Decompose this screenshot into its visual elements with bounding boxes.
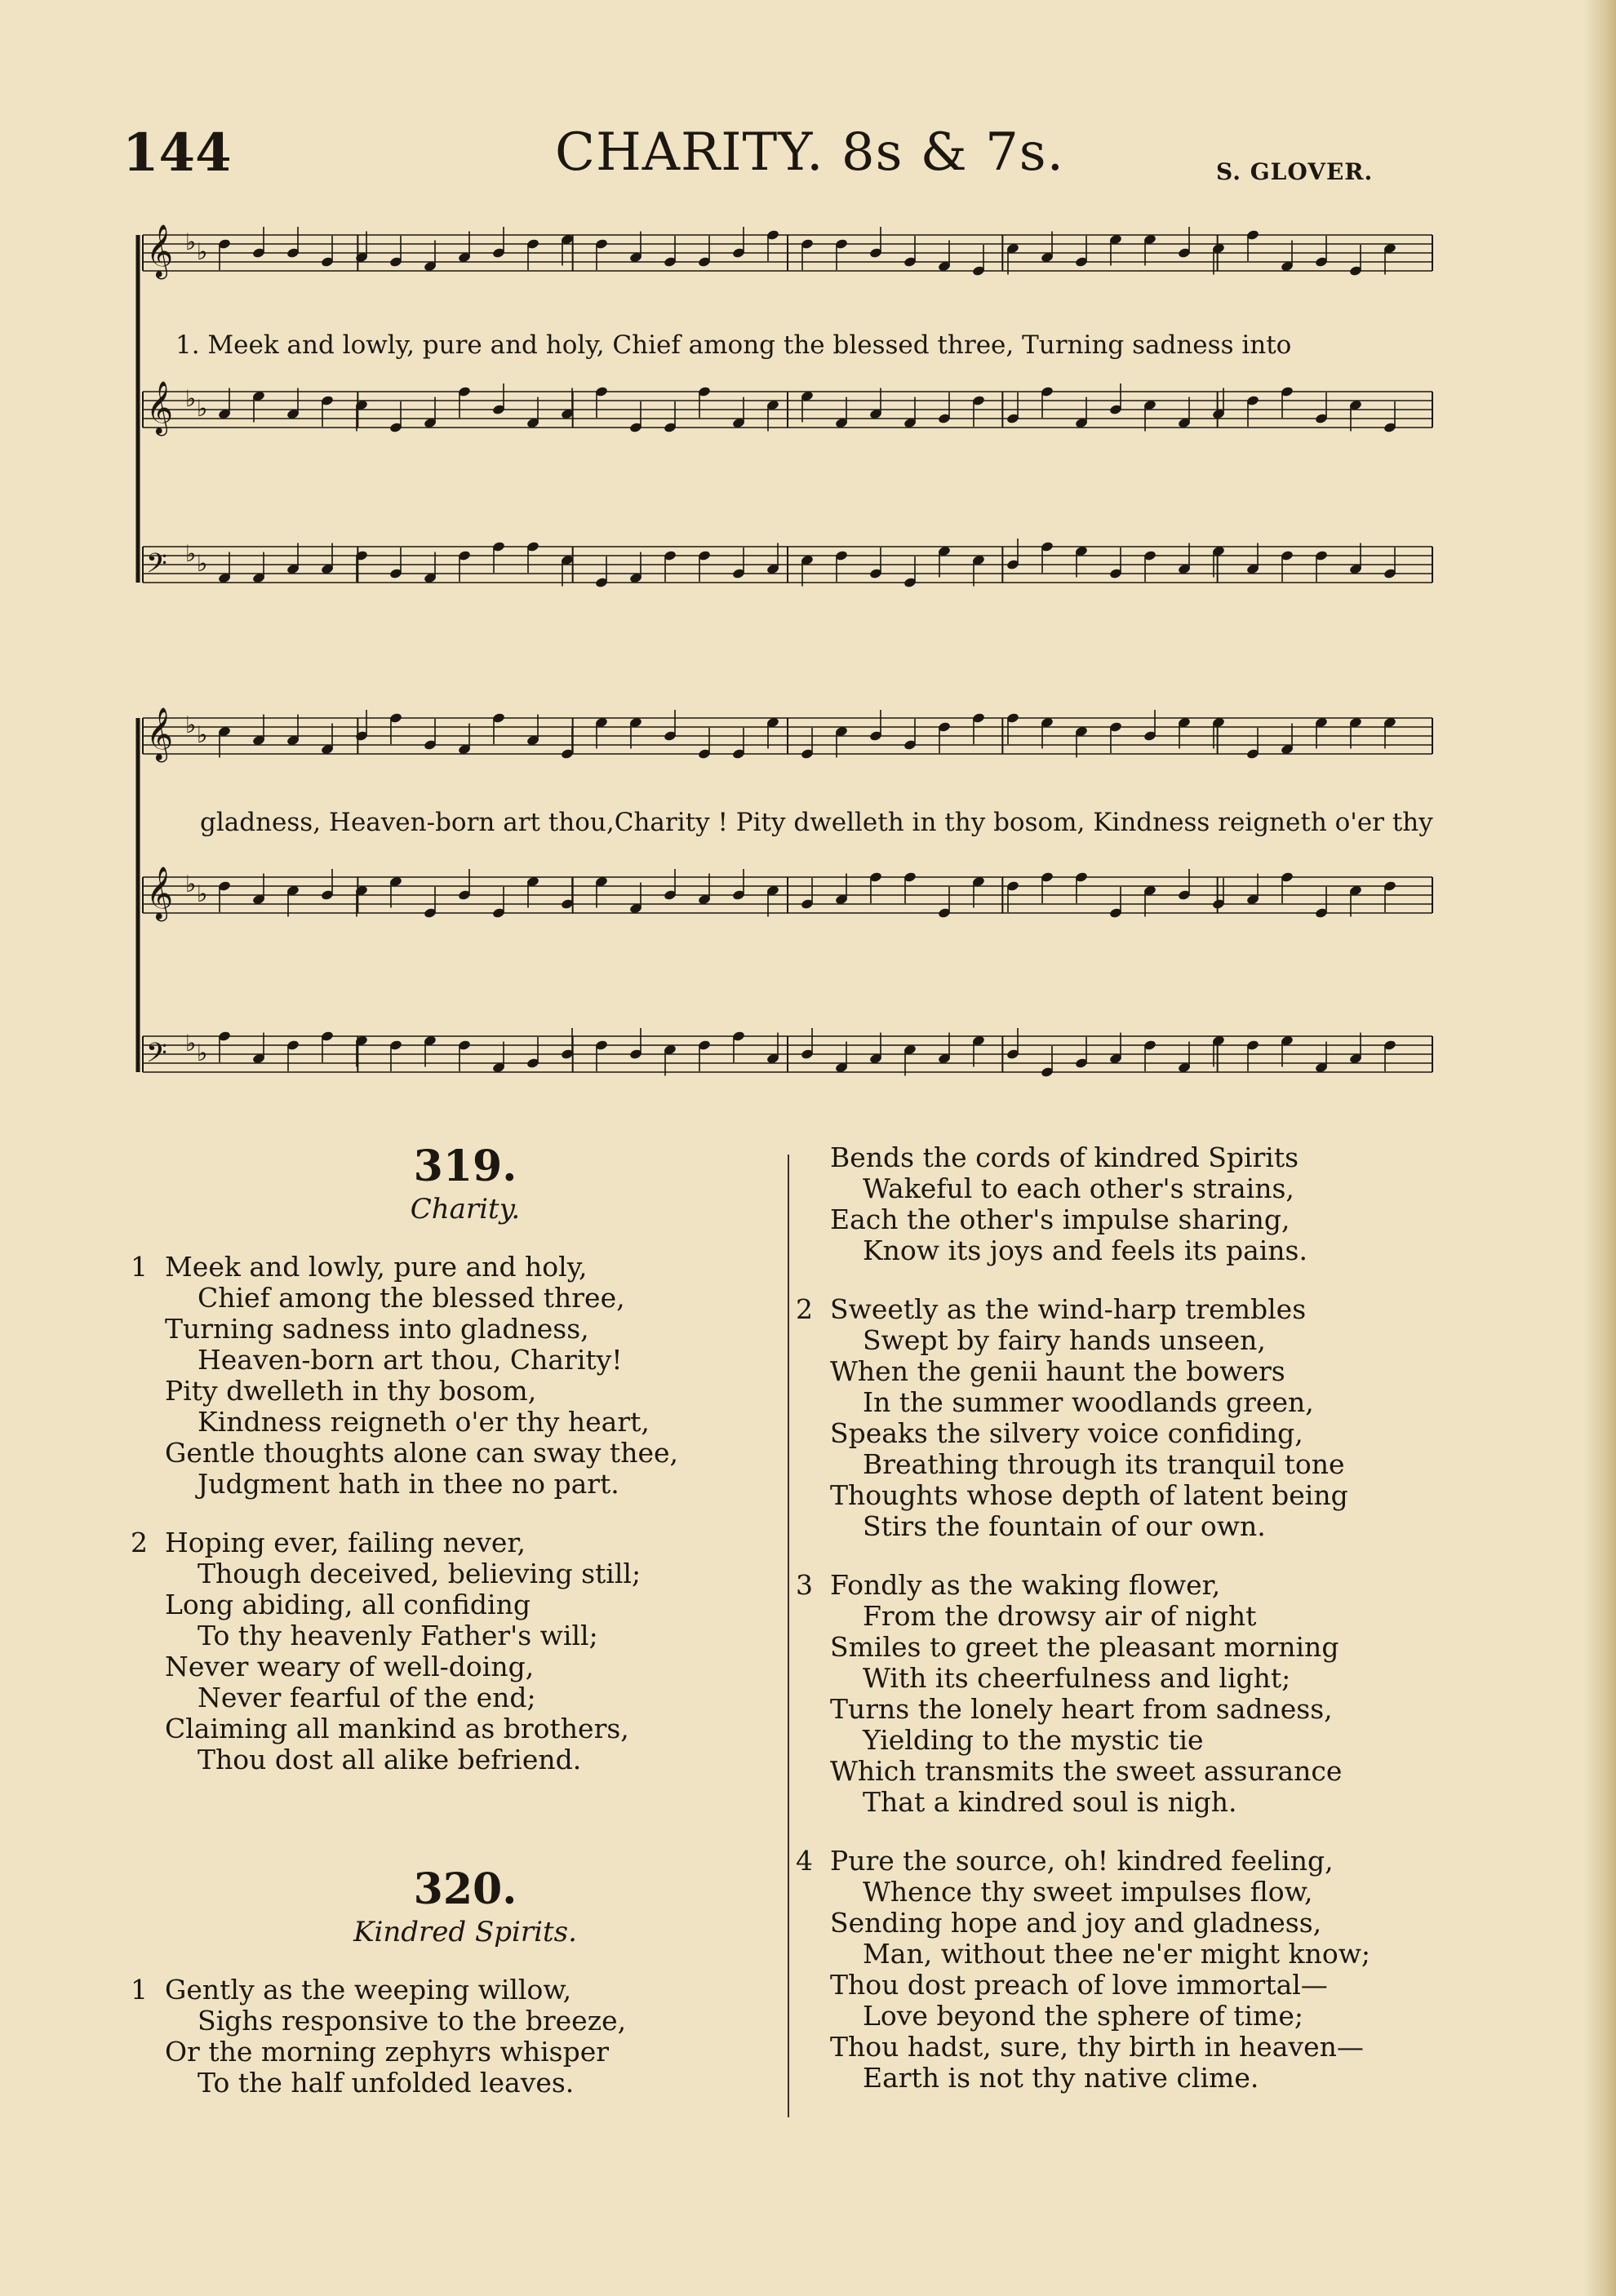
verse-line: Whence thy sweet impulses flow, xyxy=(863,1876,1313,1908)
verse-line: Thou dost preach of love immortal— xyxy=(830,1969,1328,2001)
flat-icon: ♭ xyxy=(185,1030,197,1057)
verse-line: Sweetly as the wind-harp trembles xyxy=(830,1293,1307,1325)
flat-icon: ♭ xyxy=(197,238,208,265)
verse-line: Fondly as the waking flower, xyxy=(830,1569,1221,1601)
verse-line: To thy heavenly Father's will; xyxy=(198,1620,598,1651)
hymn-319-number: 319. xyxy=(413,1141,517,1191)
staff xyxy=(143,1028,1432,1078)
staff xyxy=(143,707,1432,762)
staff xyxy=(143,224,1432,279)
verse-line: Turns the lonely heart from sadness, xyxy=(830,1693,1333,1725)
verse-line: Though deceived, believing still; xyxy=(198,1558,642,1589)
lyric-line-1: 1. Meek and lowly, pure and holy, Chief among the blessed three, Turning sadness into xyxy=(175,330,1292,360)
hymn-320-stanza-1-part-1 xyxy=(131,1975,784,2099)
verse-line: Know its joys and feels its pains. xyxy=(863,1234,1307,1266)
stanza-number: 1 xyxy=(131,1251,148,1283)
stanza-number: 1 xyxy=(131,1974,148,2006)
flat-icon: ♭ xyxy=(185,871,197,898)
verse-line: Gentle thoughts alone can sway thee, xyxy=(165,1437,678,1469)
hymn-319-stanza-2 xyxy=(131,1527,784,1775)
verse-line: Sighs responsive to the breeze, xyxy=(198,2005,627,2037)
hymn-320-number: 320. xyxy=(413,1864,517,1914)
verse-line: Never weary of well-doing, xyxy=(165,1651,535,1682)
flat-icon: ♭ xyxy=(185,711,197,738)
verse-line: In the summer woodlands green, xyxy=(863,1386,1314,1418)
verse-line: Thoughts whose depth of latent being xyxy=(830,1479,1348,1511)
bass-clef-icon: 𝄢 xyxy=(146,548,167,586)
verse-line: Long abiding, all confiding xyxy=(165,1589,531,1620)
verse-line: From the drowsy air of night xyxy=(863,1600,1257,1632)
tune-title: CHARITY. 8s & 7s. xyxy=(555,122,1064,183)
hymn-320-stanza-2 xyxy=(796,1294,1465,1542)
stanza-number: 4 xyxy=(796,1845,813,1877)
verse-line: Claiming all mankind as brothers, xyxy=(165,1713,629,1744)
verse-line: Kindness reigneth o'er thy heart, xyxy=(198,1406,650,1438)
music-system-2 xyxy=(135,702,1441,1118)
verse-line: Thou dost all alike befriend. xyxy=(198,1744,582,1775)
verse-line: Pity dwelleth in thy bosom, xyxy=(165,1375,537,1407)
page-header xyxy=(0,122,1616,196)
verse-line: Or the morning zephyrs whisper xyxy=(165,2036,610,2068)
page-edge xyxy=(1583,0,1616,2296)
staff xyxy=(143,867,1432,921)
flat-icon: ♭ xyxy=(197,721,208,748)
verse-line: Pure the source, oh! kindred feeling, xyxy=(830,1845,1334,1877)
verse-line: To the half unfolded leaves. xyxy=(198,2067,575,2099)
stanza-number: 3 xyxy=(796,1569,813,1601)
composer-name: S. GLOVER. xyxy=(1216,158,1374,185)
hymn-320-title: Kindred Spirits. xyxy=(353,1916,577,1948)
treble-clef-icon: 𝄞 xyxy=(146,707,174,760)
flat-icon: ♭ xyxy=(185,540,197,567)
verse-line: Which transmits the sweet assurance xyxy=(830,1755,1343,1787)
treble-clef-icon: 𝄞 xyxy=(146,224,174,277)
flat-icon: ♭ xyxy=(185,228,197,255)
hymn-320-stanza-1-part-2 xyxy=(796,1142,1465,1266)
music-system-1 xyxy=(135,220,1441,628)
left-column xyxy=(131,1142,784,2126)
flat-icon: ♭ xyxy=(197,550,208,577)
column-divider xyxy=(788,1155,789,2117)
flat-icon: ♭ xyxy=(197,1039,208,1066)
hymn-320-stanza-3 xyxy=(796,1570,1465,1818)
page-number: 144 xyxy=(122,122,232,184)
verse-line: Each the other's impulse sharing, xyxy=(830,1203,1290,1235)
verse-line: Turning sadness into gladness, xyxy=(165,1313,589,1345)
verse-line: Smiles to greet the pleasant morning xyxy=(830,1631,1339,1663)
hymn-320-stanza-4 xyxy=(796,1846,1465,2094)
right-column xyxy=(796,1142,1465,2121)
verse-line: Earth is not thy native clime. xyxy=(863,2062,1259,2094)
verse-line: Chief among the blessed three, xyxy=(198,1282,625,1314)
verse-line: Judgment hath in thee no part. xyxy=(198,1468,619,1500)
treble-clef-icon: 𝄞 xyxy=(146,867,174,920)
stanza-number: 2 xyxy=(131,1527,148,1558)
verse-line: Love beyond the sphere of time; xyxy=(863,2000,1303,2032)
verse-line: Wakeful to each other's strains, xyxy=(863,1172,1294,1204)
staff xyxy=(143,539,1432,588)
stanza-number: 2 xyxy=(796,1293,813,1325)
verse-line: Never fearful of the end; xyxy=(198,1682,536,1713)
verse-line: That a kindred soul is nigh. xyxy=(863,1786,1237,1818)
hymn-319-title: Charity. xyxy=(410,1193,521,1226)
staff xyxy=(143,381,1432,436)
verse-line: Meek and lowly, pure and holy, xyxy=(165,1251,588,1283)
flat-icon: ♭ xyxy=(185,385,197,412)
verse-line: Bends the cords of kindred Spirits xyxy=(830,1141,1299,1173)
verse-line: Breathing through its tranquil tone xyxy=(863,1448,1345,1480)
flat-icon: ♭ xyxy=(197,395,208,422)
music-staves-system-2 xyxy=(135,702,1441,1118)
verse-line: Sending hope and joy and gladness, xyxy=(830,1907,1322,1939)
verse-line: Gently as the weeping willow, xyxy=(165,1974,572,2006)
verse-line: Swept by fairy hands unseen, xyxy=(863,1324,1266,1356)
verse-line: Heaven-born art thou, Charity! xyxy=(198,1344,623,1376)
hymn-319-stanza-1 xyxy=(131,1252,784,1500)
verse-line: Thou hadst, sure, thy birth in heaven— xyxy=(830,2031,1364,2063)
verse-line: Hoping ever, failing never, xyxy=(165,1527,526,1558)
verse-line: When the genii haunt the bowers xyxy=(830,1355,1285,1387)
verse-line: Yielding to the mystic tie xyxy=(863,1724,1204,1756)
treble-clef-icon: 𝄞 xyxy=(146,381,174,434)
verse-line: Stirs the fountain of our own. xyxy=(863,1510,1266,1542)
flat-icon: ♭ xyxy=(197,880,208,907)
music-staves-system-1 xyxy=(135,220,1441,628)
verse-line: Speaks the silvery voice confiding, xyxy=(830,1417,1303,1449)
verse-line: With its cheerfulness and light; xyxy=(863,1662,1291,1694)
bass-clef-icon: 𝄢 xyxy=(146,1038,167,1075)
lyric-line-2: gladness, Heaven-born art thou,Charity ! Pity dwelleth in thy bosom, Kindness reigneth o'er thy xyxy=(200,808,1433,837)
verse-line: Man, without thee ne'er might know; xyxy=(863,1938,1371,1970)
